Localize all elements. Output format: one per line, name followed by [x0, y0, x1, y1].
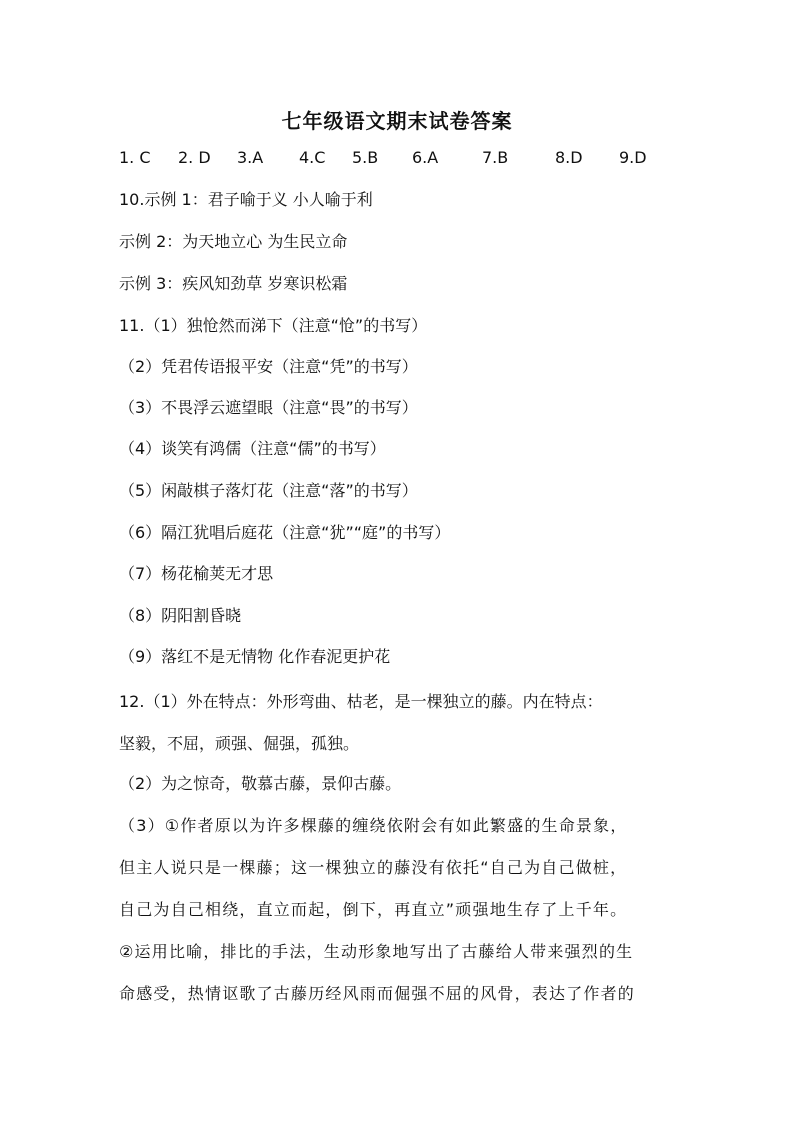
q11-answer-8: （8）阴阳割昏晓 — [119, 606, 242, 625]
mc-answer-8: 8.D — [555, 148, 583, 167]
q12-line-8: 命感受，热情讴歌了古藤历经风雨而倔强不屈的风骨，表达了作者的 — [119, 984, 636, 1003]
q11-answer-2: （2）凭君传语报平安（注意“凭”的书写） — [119, 357, 418, 376]
q11-answer-9: （9）落红不是无情物 化作春泥更护花 — [119, 647, 391, 666]
page-title: 七年级语文期末试卷答案 — [281, 109, 513, 133]
q11-answer-6: （6）隔江犹唱后庭花（注意“犹”“庭”的书写） — [119, 523, 451, 542]
mc-answer-5: 5.B — [352, 148, 379, 167]
mc-answer-9: 9.D — [619, 148, 647, 167]
mc-answer-7: 7.B — [482, 148, 509, 167]
q10-example-1: 10.示例 1：君子喻于义 小人喻于利 — [119, 190, 373, 209]
q12-line-1: 12.（1）外在特点：外形弯曲、枯老，是一棵独立的藤。内在特点： — [119, 692, 603, 711]
q11-answer-3: （3）不畏浮云遮望眼（注意“畏”的书写） — [119, 398, 418, 417]
q12-line-7: ②运用比喻，排比的手法，生动形象地写出了古藤给人带来强烈的生 — [119, 942, 634, 961]
q11-answer-5: （5）闲敲棋子落灯花（注意“落”的书写） — [119, 481, 418, 500]
q12-line-2: 坚毅，不屈，顽强、倔强，孤独。 — [119, 734, 360, 753]
multiple-choice-answers — [119, 147, 679, 169]
mc-answer-4: 4.C — [299, 148, 326, 167]
q10-example-2: 示例 2：为天地立心 为生民立命 — [119, 232, 348, 251]
mc-answer-3: 3.A — [237, 148, 264, 167]
q11-answer-7: （7）杨花榆荚无才思 — [119, 564, 274, 583]
q12-line-3: （2）为之惊奇，敬慕古藤，景仰古藤。 — [119, 774, 402, 793]
mc-answer-2: 2. D — [178, 148, 211, 167]
q11-answer-4: （4）谈笑有鸿儒（注意“儒”的书写） — [119, 439, 386, 458]
q12-line-4: （3）①作者原以为许多棵藤的缠绕依附会有如此繁盛的生命景象， — [119, 816, 628, 835]
q12-line-6: 自己为自己相绕，直立而起，倒下，再直立”顽强地生存了上千年。 — [119, 900, 628, 919]
q12-line-5: 但主人说只是一棵藤；这一棵独立的藤没有依托“自己为自己做桩， — [119, 858, 628, 877]
mc-answer-1: 1. C — [119, 148, 151, 167]
q10-example-3: 示例 3：疾风知劲草 岁寒识松霜 — [119, 274, 348, 293]
q11-answer-1: 11.（1）独怆然而涕下（注意“怆”的书写） — [119, 316, 428, 335]
mc-answer-6: 6.A — [412, 148, 439, 167]
